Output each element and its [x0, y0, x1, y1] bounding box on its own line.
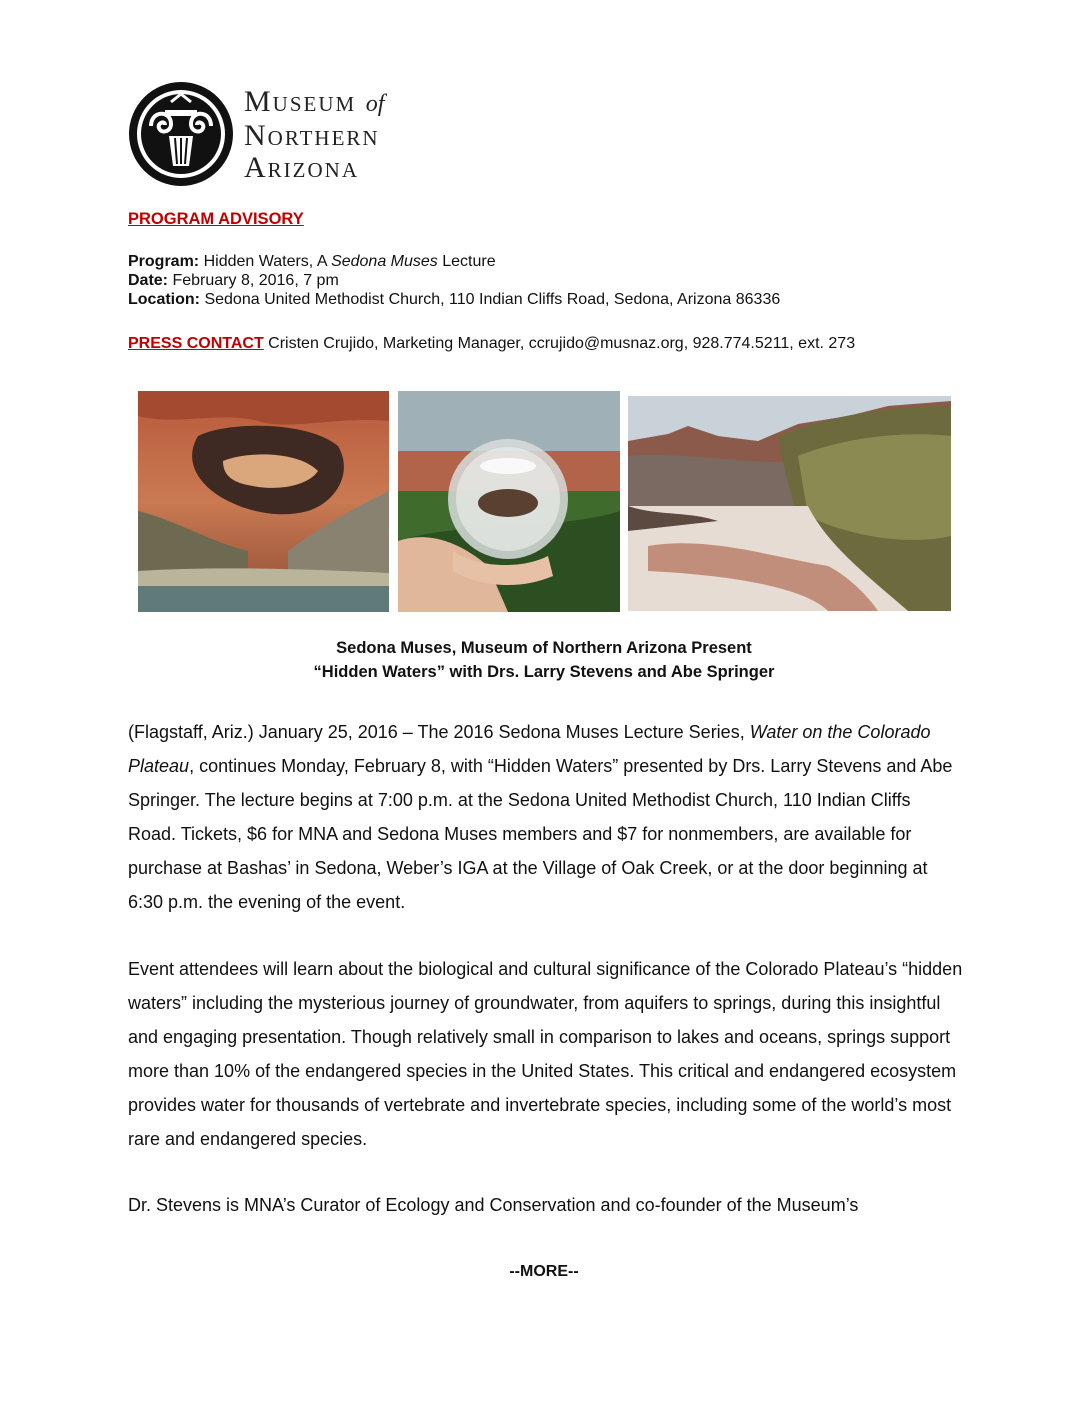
body-paragraph-3: Dr. Stevens is MNA’s Curator of Ecology and Conservation and co-founder of the Museum’s — [128, 1195, 859, 1215]
program-details — [128, 252, 780, 309]
program-line: Program: Hidden Waters, A Sedona Muses Lecture — [128, 253, 496, 270]
logo-wordmark — [244, 86, 384, 184]
date-line: Date: February 8, 2016, 7 pm — [128, 272, 339, 289]
museum-logo — [127, 80, 417, 190]
press-contact — [128, 334, 855, 353]
museum-emblem-icon — [127, 80, 235, 188]
crystal-ball-photo — [398, 391, 620, 612]
canyon-creek-photo — [628, 396, 951, 611]
more-indicator: --MORE-- — [509, 1263, 579, 1280]
press-release-headline — [128, 636, 960, 684]
canyon-alcove-photo — [138, 391, 389, 612]
headline-line-2: “Hidden Waters” with Drs. Larry Stevens and Abe Springer — [313, 663, 775, 681]
press-contact-label: PRESS CONTACT — [128, 335, 264, 352]
headline-line-1: Sedona Muses, Museum of Northern Arizona Present — [336, 639, 752, 657]
logo-line-2: Northern — [244, 119, 380, 152]
logo-line-3: Arizona — [244, 151, 359, 184]
logo-line-1: Museum of — [244, 85, 385, 118]
press-contact-value: Cristen Crujido, Marketing Manager, ccrujido@musnaz.org, 928.774.5211, ext. 273 — [268, 335, 856, 352]
body-paragraph-2: Event attendees will learn about the biological and cultural significance of the Colorado Plateau’s “hidden waters” including the mysterious journey of groundwater, from aquifers to springs, during this insightful and engaging presentation. Though relatively small in comparison to lakes and oceans, springs support more than 10% of the endangered species in the United States. This critical and endangered ecosystem provides water for thousands of vertebrate and invertebrate species, including some of the world’s most rare and endangered species. — [128, 959, 963, 1149]
program-advisory-heading: PROGRAM ADVISORY — [128, 210, 304, 228]
body-paragraph-1: (Flagstaff, Ariz.) January 25, 2016 – The 2016 Sedona Muses Lecture Series, Water on the Colorado Plateau, continues Monday, February 8, with “Hidden Waters” presented by Drs. Larry Stevens and Abe Springer. The lecture begins at 7:00 p.m. at the Sedona United Methodist Church, 110 Indian Cliffs Road. Tickets, $6 for MNA and Sedona Muses members and $7 for nonmembers, are available for purchase at Bashas’ in Sedona, Weber’s IGA at the Village of Oak Creek, or at the door beginning at 6:30 p.m. the evening of the event. — [128, 722, 953, 912]
location-line: Location: Sedona United Methodist Church, 110 Indian Cliffs Road, Sedona, Arizona 86336 — [128, 291, 781, 308]
